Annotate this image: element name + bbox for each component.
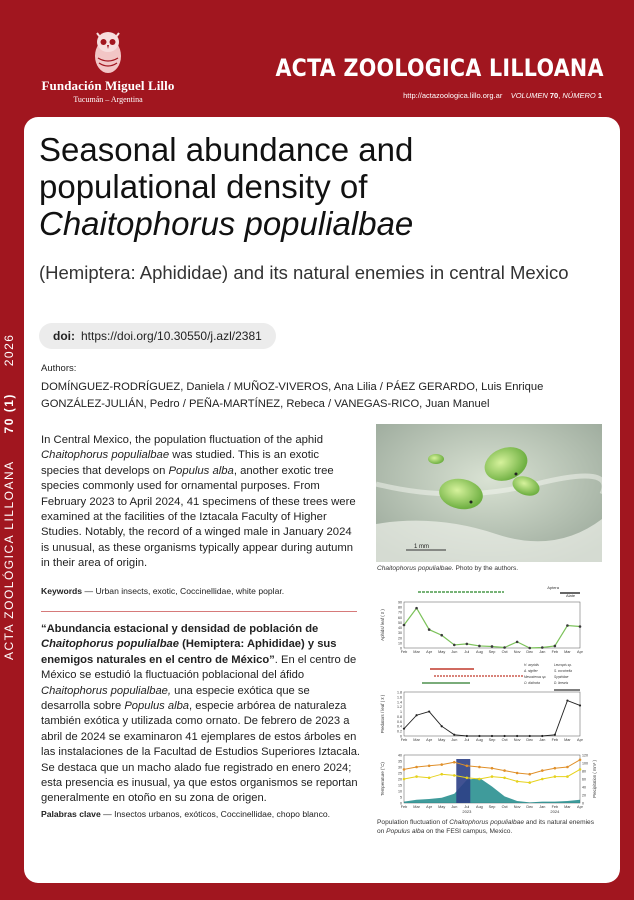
plot-frame xyxy=(404,692,580,736)
temp-max-point xyxy=(516,772,519,775)
temp-max-point xyxy=(466,765,469,768)
temp-max-point xyxy=(579,759,582,762)
x-tick-label: Nov xyxy=(513,650,521,654)
temp-min-point xyxy=(503,777,506,780)
year-label: 2023 xyxy=(462,809,472,814)
authors-list xyxy=(41,379,601,413)
y-right-tick-label: 80 xyxy=(582,769,586,774)
y-tick-label: 40 xyxy=(398,626,402,631)
doi-link[interactable]: https://doi.org/10.30550/j.azl/2381 xyxy=(81,329,262,343)
temp-max-point xyxy=(528,773,531,776)
x-tick-label: Feb xyxy=(400,650,408,654)
temp-min-point xyxy=(428,777,431,780)
x-tick-label: Feb xyxy=(400,805,408,809)
aphid-point xyxy=(566,624,569,627)
y-tick-label: 60 xyxy=(398,615,402,620)
legend-aptera: Aptera xyxy=(547,585,559,590)
article-card xyxy=(24,117,620,883)
temp-min-point xyxy=(440,773,443,776)
foundation-name: Fundación Miguel Lillo xyxy=(41,78,175,93)
y-tick-label: 5 xyxy=(400,795,402,800)
sidebar-year: 2026 xyxy=(2,333,16,367)
predator-point xyxy=(579,704,581,706)
aphid-point xyxy=(428,628,431,631)
predator-point xyxy=(441,725,443,727)
temp-min-point xyxy=(541,778,544,781)
x-tick-label: Mar xyxy=(564,650,571,654)
y-tick-label: 1.2 xyxy=(397,705,402,710)
x-tick-label: Aug xyxy=(476,805,483,809)
predator-legend: H. axyridis xyxy=(524,663,539,667)
aphid-point xyxy=(528,647,531,650)
x-tick-label: May xyxy=(438,738,446,742)
doi-label: doi: xyxy=(53,329,75,343)
predator-point xyxy=(478,735,480,737)
legend-alate: Alate xyxy=(566,593,576,598)
y-right-tick-label: 120 xyxy=(582,753,588,758)
y-right-tick-label: 100 xyxy=(582,761,588,766)
temp-min-point xyxy=(453,774,456,777)
sidebar-journal: ACTA ZOOLÓGICA LILLOANA xyxy=(2,460,16,660)
y-tick-label: 0.2 xyxy=(397,729,402,734)
x-tick-label: Apr xyxy=(577,650,583,654)
predator-point xyxy=(453,734,455,736)
authors-label: Authors: xyxy=(41,363,77,374)
x-tick-label: Jan xyxy=(539,650,546,654)
y-tick-label: 0 xyxy=(400,646,402,651)
year-label: 2024 xyxy=(550,809,560,814)
x-tick-label: Apr xyxy=(426,805,433,809)
authors-line-1: DOMÍNGUEZ-RODRÍGUEZ, Daniela / MUÑOZ-VIVEROS, Ana Lilia / PÁEZ GERARDO, Luis Enrique xyxy=(41,381,544,393)
y-tick-label: 90 xyxy=(398,600,402,605)
x-tick-label: Jul xyxy=(464,738,470,742)
aphid-point xyxy=(491,645,494,648)
predator-point xyxy=(403,728,405,730)
article-title xyxy=(39,131,599,242)
y-tick-label: 10 xyxy=(398,789,402,794)
x-tick-label: Apr xyxy=(426,738,433,742)
aphid-point xyxy=(440,634,443,637)
y-tick-label: 0.4 xyxy=(397,724,402,729)
x-tick-label: Mar xyxy=(413,805,420,809)
y-axis-label: Predators / leaf ( x̄ ) xyxy=(380,694,385,734)
temp-max-point xyxy=(554,767,557,770)
x-tick-label: Jul xyxy=(464,650,470,654)
x-tick-label: Jan xyxy=(539,805,546,809)
title-line-1: Seasonal abundance and xyxy=(39,131,414,168)
aphid-point xyxy=(579,625,582,628)
authors-line-2: GONZÁLEZ-JULIÁN, Pedro / PEÑA-MARTÍNEZ, Rebeca / VANEGAS-RICO, Juan Manuel xyxy=(41,398,490,410)
y-tick-label: 0 xyxy=(400,801,402,806)
y-tick-label: 30 xyxy=(398,765,402,770)
temp-min-point xyxy=(528,781,531,784)
x-tick-label: May xyxy=(438,650,446,654)
y-tick-label: 0.8 xyxy=(397,714,402,719)
y-axis-label: Temperature (°C) xyxy=(380,762,385,796)
predator-point xyxy=(554,734,556,736)
figure-caption: Population fluctuation of Chaitophorus populialbae and its natural enemies on Populus alba on the FESI campus, Mexico. xyxy=(377,819,595,835)
x-tick-label: Aug xyxy=(476,650,483,654)
aphid-point xyxy=(415,607,418,610)
y-right-tick-label: 40 xyxy=(582,785,586,790)
article-subtitle: (Hemiptera: Aphididae) and its natural enemies in central Mexico xyxy=(39,262,569,283)
y-tick-label: 40 xyxy=(398,753,402,758)
journal-url[interactable]: http://actazoologica.lillo.org.ar xyxy=(403,91,503,100)
predator-point xyxy=(415,714,417,716)
predator-legend: Mesostenus sp. xyxy=(524,675,547,679)
temp-max-point xyxy=(440,763,443,766)
temp-max-point xyxy=(491,767,494,770)
y-tick-label: 80 xyxy=(398,605,402,610)
y-tick-label: 20 xyxy=(398,636,402,641)
temp-max-point xyxy=(453,761,456,764)
aphid-point xyxy=(403,624,406,627)
temp-min-point xyxy=(516,780,519,783)
aphid-point xyxy=(554,645,557,648)
y-right-tick-label: 60 xyxy=(582,777,586,782)
y-tick-label: 20 xyxy=(398,777,402,782)
temp-max-point xyxy=(478,766,481,769)
owl-icon xyxy=(88,28,128,74)
x-tick-label: Oct xyxy=(501,805,508,809)
predator-series-line xyxy=(404,701,580,736)
x-tick-label: Sep xyxy=(488,650,496,654)
humidity-area xyxy=(404,778,580,803)
x-tick-label: Feb xyxy=(400,738,408,742)
issue-number: 1 xyxy=(597,91,602,100)
aphid-point xyxy=(478,645,481,648)
temp-min-point xyxy=(566,775,569,778)
x-tick-label: Oct xyxy=(501,738,508,742)
temp-min-point xyxy=(579,768,582,771)
aphid-point xyxy=(516,641,519,644)
temp-min-point xyxy=(415,775,418,778)
x-tick-label: Aug xyxy=(476,738,483,742)
x-tick-label: Feb xyxy=(551,805,559,809)
y-right-axis-label: Precipitation ( mm³ ) xyxy=(592,760,597,798)
temp-min-point xyxy=(403,778,406,781)
temp-max-point xyxy=(566,766,569,769)
y-tick-label: 1.8 xyxy=(397,690,402,695)
y-tick-label: 0 xyxy=(400,734,402,739)
predator-point xyxy=(516,735,518,737)
temp-max-point xyxy=(415,766,418,769)
population-figure xyxy=(374,580,606,820)
x-tick-label: Jun xyxy=(451,650,458,654)
predator-point xyxy=(566,699,568,701)
aphid-series-line xyxy=(404,608,580,648)
temp-max-point xyxy=(541,769,544,772)
plot-frame xyxy=(404,602,580,648)
aphid-point xyxy=(466,643,469,646)
predator-legend: Leucopis sp. xyxy=(554,663,572,667)
volume-number: 70 xyxy=(549,91,559,100)
photo-caption: Chaitophorus populialbae. Photo by the authors. xyxy=(377,565,519,572)
x-tick-label: Sep xyxy=(488,805,496,809)
aphid-point xyxy=(453,644,456,647)
title-line-2: populational density of xyxy=(39,168,368,205)
x-tick-label: Oct xyxy=(501,650,508,654)
x-tick-label: Mar xyxy=(413,650,420,654)
predator-point xyxy=(466,735,468,737)
x-tick-label: Apr xyxy=(426,650,433,654)
predator-legend: S. coccinella xyxy=(554,669,572,673)
temp-min-point xyxy=(491,775,494,778)
x-tick-label: Sep xyxy=(488,738,496,742)
temp-min-point xyxy=(466,777,469,780)
predator-point xyxy=(491,735,493,737)
y-tick-label: 1.6 xyxy=(397,695,402,700)
y-tick-label: 25 xyxy=(398,771,402,776)
temp-min-point xyxy=(478,778,481,781)
number-label: NÚMERO xyxy=(562,91,596,100)
predator-legend: O. distincta xyxy=(524,681,540,685)
aphid-point xyxy=(541,646,544,649)
y-tick-label: 1 xyxy=(400,710,402,715)
aphid-photo xyxy=(376,424,602,562)
x-tick-label: Jun xyxy=(451,805,458,809)
journal-title: ACTA ZOOLOGICA LILLOANA xyxy=(275,54,604,82)
y-tick-label: 10 xyxy=(398,641,402,646)
foundation-logo xyxy=(38,28,178,104)
x-tick-label: Dec xyxy=(526,738,534,742)
doi-badge[interactable] xyxy=(39,323,276,349)
x-tick-label: Nov xyxy=(513,738,521,742)
photo-scale-label: 1 mm xyxy=(414,544,429,550)
temp-max-point xyxy=(503,769,506,772)
x-tick-label: Dec xyxy=(526,805,534,809)
sidebar-volume: 70 (1) xyxy=(2,393,16,434)
x-tick-label: Mar xyxy=(564,805,571,809)
volume-label: VOLUMEN xyxy=(510,91,548,100)
y-tick-label: 35 xyxy=(398,759,402,764)
y-tick-label: 1.4 xyxy=(397,700,402,705)
temp-min-point xyxy=(554,775,557,778)
title-species: Chaitophorus populialbae xyxy=(39,205,414,242)
predator-point xyxy=(541,735,543,737)
predator-point xyxy=(529,735,531,737)
abstract-spanish: “Abundancia estacional y densidad de población de Chaitophorus populialbae (Hemiptera: Aphididae) y sus enemigos naturales en el centro de México”. En el centro de México se estudió la fluctuación poblacional del áfido Chaitophorus populialbae, una especie exótica que se desarrolla sobre Populus alba, especie arbórea de naturaleza también exótica y utilizada como ornato. De febrero de 2023 a abril de 2024 se examinaron 41 ejemplares de estos árboles en las instalaciones de la Facultad de Estudios Superiores Iztacala. Se destaca que un macho alado fue registrado en enero 2024; esta presencia es inusual, ya que estos organismos se reportan generalmente en otoño en su zona de origen. xyxy=(41,623,361,805)
x-tick-label: Feb xyxy=(551,650,559,654)
x-tick-label: Feb xyxy=(551,738,559,742)
x-tick-label: Nov xyxy=(513,805,521,809)
x-tick-label: Dec xyxy=(526,650,534,654)
x-tick-label: Apr xyxy=(577,805,583,809)
predator-legend: D. linearis xyxy=(554,681,569,685)
predator-legend: A. nigrifer xyxy=(524,669,538,673)
foundation-location: Tucumán – Argentina xyxy=(73,95,143,104)
keywords: Keywords — Urban insects, exotic, Coccinellidae, white poplar. xyxy=(41,586,285,596)
y-right-tick-label: 0 xyxy=(582,801,584,806)
x-tick-label: May xyxy=(438,805,446,809)
x-tick-label: Jul xyxy=(464,805,470,809)
y-axis-label: Aphids/ leaf ( x̄ ) xyxy=(380,609,385,641)
x-tick-label: Jun xyxy=(451,738,458,742)
y-tick-label: 0.6 xyxy=(397,719,402,724)
y-tick-label: 30 xyxy=(398,631,402,636)
x-tick-label: Mar xyxy=(413,738,420,742)
journal-meta: http://actazoologica.lillo.org.ar VOLUMEN 70, NÚMERO 1 xyxy=(403,91,602,100)
predator-point xyxy=(428,710,430,712)
y-tick-label: 15 xyxy=(398,783,402,788)
y-tick-label: 70 xyxy=(398,610,402,615)
y-right-tick-label: 20 xyxy=(582,793,586,798)
palabras-clave: Palabras clave — Insectos urbanos, exóticos, Coccinellidae, chopo blanco. xyxy=(41,809,331,819)
predator-point xyxy=(503,735,505,737)
x-tick-label: Mar xyxy=(564,738,571,742)
temp-max-point xyxy=(403,768,406,771)
x-tick-label: Apr xyxy=(577,738,583,742)
aphid-point xyxy=(503,646,506,649)
x-tick-label: Jan xyxy=(539,738,546,742)
predator-legend: Syrphidae xyxy=(554,675,569,679)
temp-max-point xyxy=(428,765,431,768)
y-tick-label: 50 xyxy=(398,620,402,625)
divider xyxy=(41,611,357,612)
abstract-english: In Central Mexico, the population fluctuation of the aphid Chaitophorus populialbae was studied. This is an exotic species that develops on Populus alba, another exotic tree species commonly used for ornamental purposes. From February 2023 to April 2024, 41 specimens of these trees were examined at the facilities of the Iztacala Faculty of Higher Studies. Notably, the record of a winged male in January 2024 is unusual, as these organisms typically appear during autumn in their area of origin. xyxy=(41,434,356,570)
